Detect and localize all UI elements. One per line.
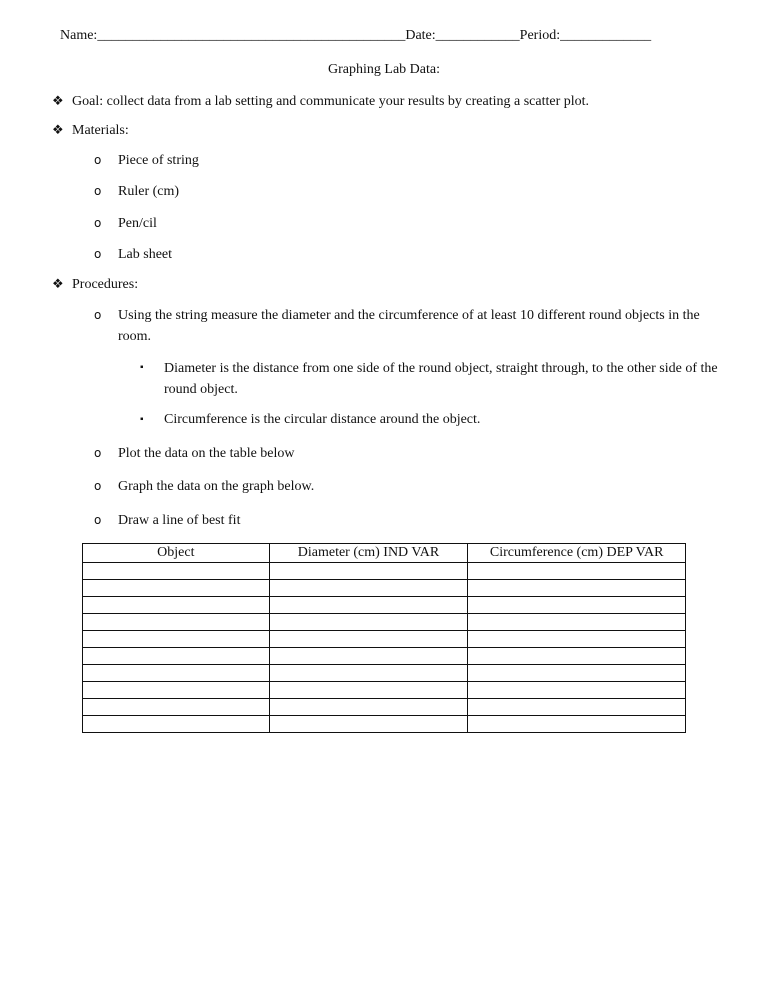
table-cell[interactable] [83,648,270,665]
diamond-bullet-icon: ❖ [52,276,64,291]
table-row [83,580,686,597]
table-cell[interactable] [83,631,270,648]
procedure-step-text: Plot the data on the table below [118,446,295,461]
table-row [83,716,686,733]
diamond-bullet-icon: ❖ [52,122,64,137]
procedure-step [94,443,295,464]
table-cell[interactable] [83,665,270,682]
table-row [83,631,686,648]
procedure-step [94,305,744,347]
table-cell[interactable] [468,580,686,597]
header-fields [60,26,651,46]
table-cell[interactable] [83,614,270,631]
table-cell[interactable] [83,699,270,716]
procedure-substep-text: Diameter is the distance from one side of the round object, straight through, to the other side of the round object. [164,361,718,397]
goal-item [52,91,589,112]
date-field[interactable]: ____________ [435,28,520,43]
table-cell[interactable] [468,631,686,648]
table-header-row [83,544,686,563]
table-cell[interactable] [269,614,468,631]
page-title: Graphing Lab Data: [328,62,440,77]
procedure-substep [140,410,750,430]
table-cell[interactable] [269,580,468,597]
procedure-step-text: Draw a line of best fit [118,513,241,528]
table-cell[interactable] [269,699,468,716]
table-cell[interactable] [269,631,468,648]
table-cell[interactable] [83,563,270,580]
circle-bullet-icon: o [94,513,102,527]
table-row [83,682,686,699]
material-item [94,181,179,202]
square-bullet-icon: ▪ [140,414,144,425]
period-field[interactable]: _____________ [560,28,652,43]
table-row [83,648,686,665]
table-cell[interactable] [269,682,468,699]
circle-bullet-icon: o [94,216,102,230]
procedure-step [94,510,240,531]
material-item [94,244,172,265]
materials-heading-text: Materials: [72,123,129,138]
material-item [94,213,157,234]
column-header-diameter: Diameter (cm) IND VAR [269,544,468,563]
period-label: Period: [519,28,561,43]
circle-bullet-icon: o [94,247,102,261]
table-cell[interactable] [468,597,686,614]
table-cell[interactable] [269,716,468,733]
procedure-substep-text: Circumference is the circular distance around the object. [164,412,481,427]
table-cell[interactable] [269,648,468,665]
circle-bullet-icon: o [94,446,102,460]
column-header-circumference: Circumference (cm) DEP VAR [468,544,686,563]
procedure-step-text: Using the string measure the diameter and the circumference of at least 10 different round objects in the room. [118,308,700,344]
materials-heading [52,120,129,141]
table-cell[interactable] [269,563,468,580]
goal-text: Goal: collect data from a lab setting and communicate your results by creating a scatter plot. [72,94,590,109]
circle-bullet-icon: o [94,308,102,322]
material-label: Lab sheet [118,247,173,262]
table-row [83,597,686,614]
material-label: Ruler (cm) [118,184,180,199]
procedures-heading-text: Procedures: [72,277,139,292]
material-item [94,150,199,171]
table-cell[interactable] [83,580,270,597]
diamond-bullet-icon: ❖ [52,93,64,108]
table-cell[interactable] [468,682,686,699]
table-cell[interactable] [468,614,686,631]
table-cell[interactable] [468,648,686,665]
table-cell[interactable] [83,597,270,614]
table-cell[interactable] [468,699,686,716]
table-cell[interactable] [468,665,686,682]
table-row [83,614,686,631]
table-cell[interactable] [468,716,686,733]
name-label: Name: [60,28,98,43]
date-label: Date: [405,28,436,43]
material-label: Pen/cil [118,216,157,231]
procedure-substep [140,358,750,400]
square-bullet-icon: ▪ [140,362,144,373]
table-cell[interactable] [83,716,270,733]
procedure-step [94,476,314,497]
procedure-step-text: Graph the data on the graph below. [118,479,315,494]
column-header-object: Object [83,544,270,563]
material-label: Piece of string [118,153,199,168]
circle-bullet-icon: o [94,184,102,198]
table-row [83,563,686,580]
table-row [83,665,686,682]
procedures-heading [52,274,138,295]
circle-bullet-icon: o [94,153,102,167]
name-field[interactable]: ____________________________________________ [97,28,406,43]
table-row [83,699,686,716]
table-cell[interactable] [269,665,468,682]
circle-bullet-icon: o [94,479,102,493]
table-cell[interactable] [83,682,270,699]
table-cell[interactable] [269,597,468,614]
data-table [82,543,686,733]
table-cell[interactable] [468,563,686,580]
